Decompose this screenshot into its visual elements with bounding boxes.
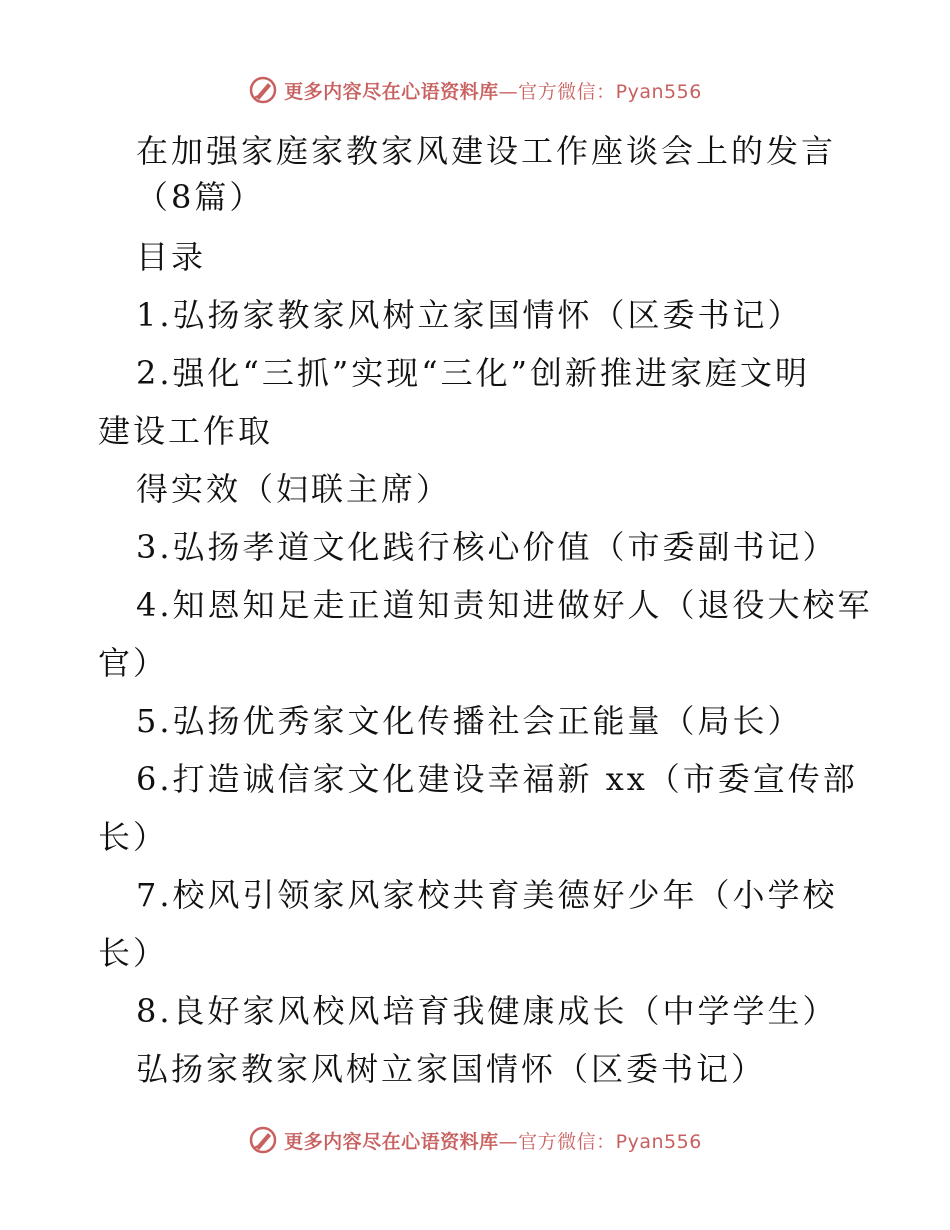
watermark-separator: — [498, 80, 519, 103]
watermark-text [284, 1127, 702, 1154]
watermark-separator: — [498, 1130, 519, 1153]
section-heading-1: 弘扬家教家风树立家国情怀（区委书记） [136, 1050, 767, 1088]
watermark-main-text: 更多内容尽在心语资料库 [284, 80, 499, 103]
watermark-footer [0, 1120, 950, 1160]
toc-item-3: 3.弘扬孝道文化践行核心价值（市委副书记） [136, 528, 838, 566]
pen-logo-icon [248, 1125, 278, 1155]
toc-item-8: 8.良好家风校风培育我健康成长（中学学生） [136, 992, 838, 1030]
toc-item-2: 2.强化“三抓”实现“三化”创新推进家庭文明 [136, 354, 810, 392]
toc-item-4-cont: 官） [98, 644, 169, 682]
toc-item-4: 4.知恩知足走正道知责知进做好人（退役大校军 [136, 586, 873, 624]
toc-item-2-cont-1: 建设工作取 [98, 412, 274, 450]
watermark-header [0, 70, 950, 110]
pen-logo-icon [248, 75, 278, 105]
watermark-sub-text: 官方微信：Pyan556 [518, 1130, 702, 1153]
toc-item-7: 7.校风引领家风家校共育美德好少年（小学校 [136, 876, 838, 914]
document-body [98, 122, 873, 1098]
document-title-count: （8篇） [136, 178, 265, 216]
watermark-sub-text: 官方微信：Pyan556 [518, 80, 702, 103]
toc-item-7-cont: 长） [98, 934, 169, 972]
watermark-text [284, 77, 702, 104]
toc-item-6-cont: 长） [98, 818, 169, 856]
toc-item-2-cont-2: 得实效（妇联主席） [136, 470, 452, 508]
watermark-main-text: 更多内容尽在心语资料库 [284, 1130, 499, 1153]
toc-item-5: 5.弘扬优秀家文化传播社会正能量（局长） [136, 702, 803, 740]
toc-item-6: 6.打造诚信家文化建设幸福新 xx（市委宣传部 [136, 760, 858, 798]
toc-item-1: 1.弘扬家教家风树立家国情怀（区委书记） [136, 296, 803, 334]
document-title: 在加强家庭家教家风建设工作座谈会上的发言 [136, 132, 837, 170]
toc-heading: 目录 [136, 238, 207, 276]
